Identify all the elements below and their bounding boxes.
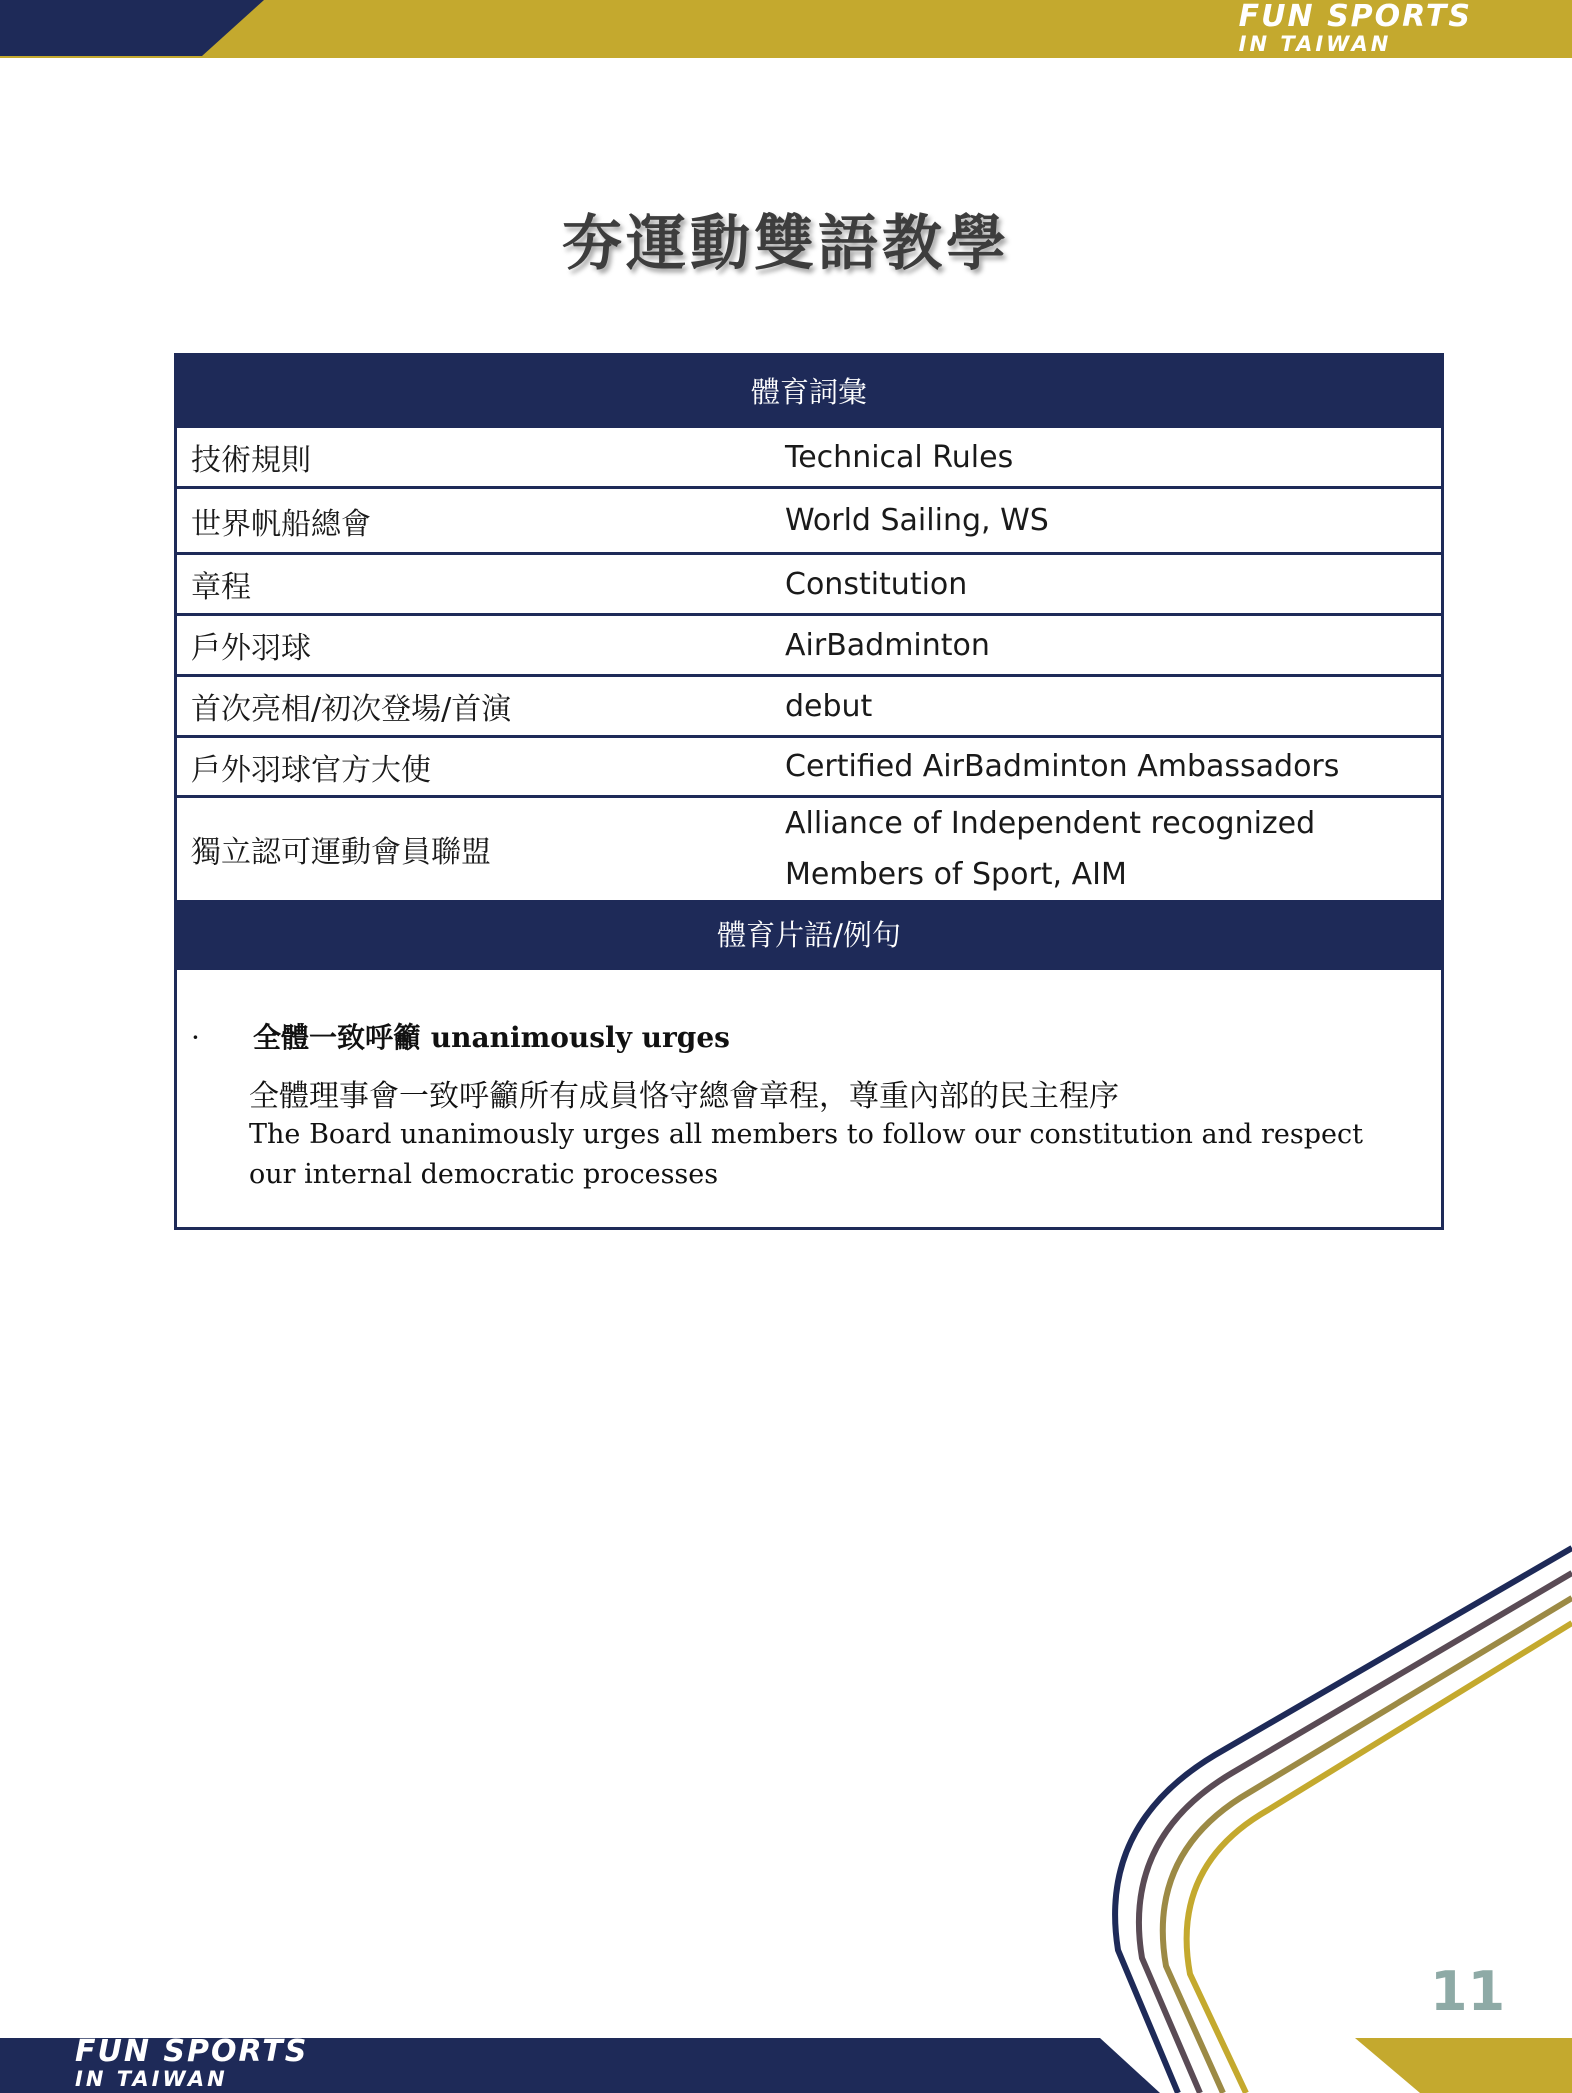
phrase-term-text: 全體一致呼籲 unanimously urges [253,1021,730,1054]
vocab-term-zh: 章程 [191,570,251,605]
bullet-marker: · [191,1021,200,1054]
vocab-term-zh: 戶外羽球 [191,631,311,666]
vocab-term-en: Certified AirBadminton Ambassadors [785,749,1340,784]
vocab-term-zh: 首次亮相/初次登場/首演 [191,692,512,727]
vocab-heading: 體育詞彙 [177,356,1441,428]
vocab-term-zh: 獨立認可運動會員聯盟 [191,835,491,870]
page-title: 夯運動雙語教學 [562,209,1010,279]
vocab-term-en: World Sailing, WS [785,503,1049,538]
vocab-term-zh: 技術規則 [191,443,311,478]
page-number: 11 [1430,1960,1506,2023]
vocab-term-en: debut [785,688,873,724]
vocab-term-zh: 戶外羽球官方大使 [191,752,431,788]
vocab-term-en: AirBadminton [785,627,990,663]
brand-logo-bottom: FUN SPORTS IN TAIWAN [75,2034,309,2091]
brand-logo-top: FUN SPORTS IN TAIWAN [1238,0,1472,56]
vocab-term-en: Alliance of Independent recognized Members of Sport, AIM [785,806,1316,892]
vocab-term-zh: 世界帆船總會 [191,506,371,542]
example-sentence-en: The Board unanimously urges all members to follow our constitution and respect our internal democratic processes [249,1119,1363,1190]
example-sentence-zh: 全體理事會一致呼籲所有成員恪守總會章程，尊重內部的民主程序 [249,1079,1119,1114]
vocab-term-en: Constitution [785,566,968,602]
vocab-term-en: Technical Rules [785,439,1014,475]
phrases-heading: 體育片語/例句 [177,900,1441,970]
